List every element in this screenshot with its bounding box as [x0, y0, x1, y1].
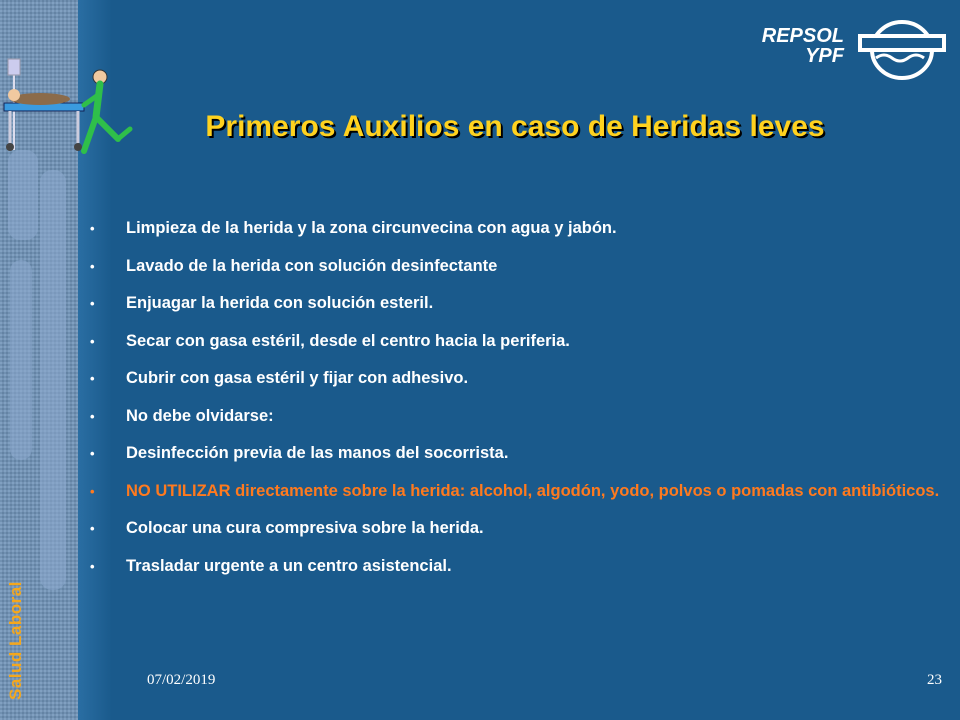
bullet-text: Lavado de la herida con solución desinfectante [126, 256, 498, 275]
bullet-dot-icon: • [90, 521, 95, 536]
logo-line1: REPSOL [761, 25, 844, 47]
bullet-text: No debe olvidarse: [126, 406, 274, 425]
logo-line2: YPF [805, 45, 844, 67]
bullet-item [90, 285, 940, 323]
bullet-text: Desinfección previa de las manos del socorrista. [126, 444, 509, 462]
footer-page-number: 23 [927, 672, 942, 688]
bullet-text: Trasladar urgente a un centro asistencial. [126, 556, 452, 575]
bullet-dot-icon: • [90, 258, 95, 274]
bullet-list [90, 210, 940, 585]
bullet-item [90, 210, 940, 248]
bullet-dot-icon: • [90, 221, 95, 236]
bullet-item [90, 398, 940, 436]
bullet-text: Colocar una cura compresiva sobre la herida. [126, 519, 484, 537]
footer-date: 07/02/2019 [147, 672, 216, 688]
bullet-text: Secar con gasa estéril, desde el centro hacia la periferia. [126, 331, 570, 350]
strip-decoration [40, 170, 66, 590]
bullet-dot-icon: • [90, 558, 95, 574]
slide-title: Primeros Auxilios en caso de Heridas leves [205, 110, 825, 143]
bullet-item [90, 473, 940, 511]
bullet-text: Limpieza de la herida y la zona circunvecina con agua y jabón. [126, 219, 617, 237]
bullet-item [90, 360, 940, 398]
repsol-ypf-logo-icon [856, 20, 948, 80]
bullet-item [90, 323, 940, 361]
bullet-text: NO UTILIZAR directamente sobre la herida: alcohol, algodón, yodo, polvos o pomadas con antibióticos. [126, 481, 940, 500]
bullet-text: Enjuagar la herida con solución esteril. [126, 294, 434, 312]
bullet-dot-icon: • [90, 446, 95, 461]
side-label: Salud Laboral [6, 581, 25, 700]
bullet-dot-icon: • [90, 333, 95, 349]
bullet-item [90, 548, 940, 586]
bullet-item [90, 510, 940, 548]
bullet-dot-icon: • [90, 408, 95, 424]
strip-decoration [10, 260, 32, 460]
bullet-text: Cubrir con gasa estéril y fijar con adhesivo. [126, 369, 469, 387]
repsol-ypf-logo [748, 20, 948, 80]
bullet-dot-icon: • [90, 483, 95, 499]
logo-text [748, 26, 844, 66]
bullet-item [90, 248, 940, 286]
bullet-item [90, 435, 940, 473]
bullet-dot-icon: • [90, 371, 95, 386]
bullet-dot-icon: • [90, 296, 95, 311]
